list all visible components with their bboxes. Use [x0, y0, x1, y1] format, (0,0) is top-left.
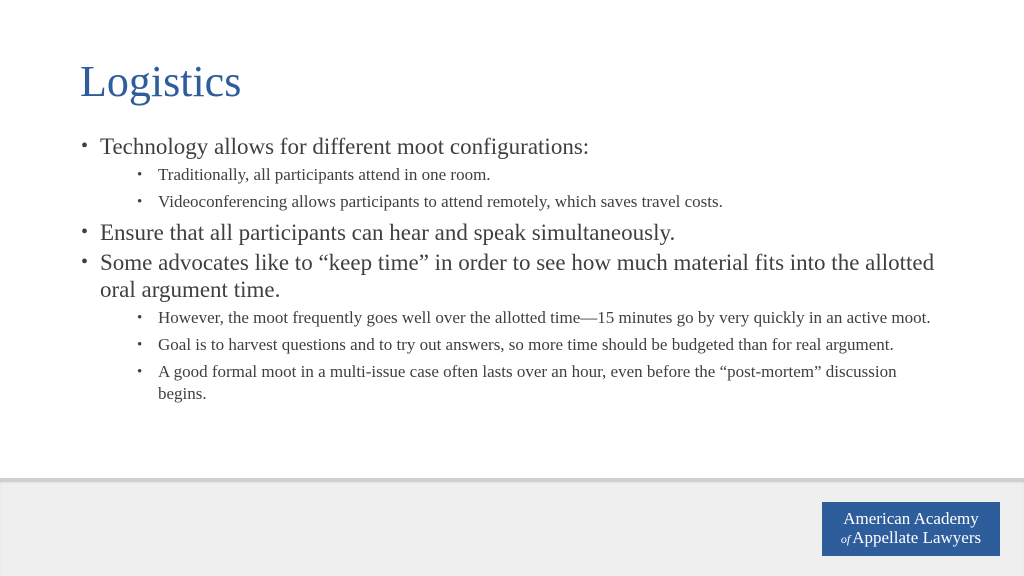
academy-logo — [822, 502, 1000, 556]
sub-bullet-item: • However, the moot frequently goes well over the allotted time—15 minutes go by very quickly in an active moot. — [120, 307, 948, 329]
logo-line-1: American Academy — [843, 509, 979, 528]
slide-title: Logistics — [80, 57, 242, 106]
bullet-item — [80, 249, 940, 405]
logo-line-2-text: Appellate Lawyers — [852, 528, 982, 547]
sub-bullet-list — [100, 164, 940, 213]
sub-bullet-item: • Goal is to harvest questions and to try out answers, so more time should be budgeted than for real argument. — [120, 334, 948, 356]
sub-bullet-list — [100, 307, 940, 405]
bullet-list — [80, 133, 940, 405]
bullet-text: Some advocates like to “keep time” in order to see how much material fits into the allotted oral argument time. — [100, 250, 935, 302]
bullet-item — [80, 219, 940, 246]
sub-bullet-item: • Videoconferencing allows participants to attend remotely, which saves travel costs. — [120, 191, 948, 213]
logo-of: of — [840, 532, 851, 546]
slide-content — [80, 130, 940, 411]
logo-line-2 — [822, 528, 1000, 549]
bullet-text: Technology allows for different moot configurations: — [100, 134, 590, 159]
sub-bullet-item: • Traditionally, all participants attend in one room. — [120, 164, 948, 186]
bullet-text: Ensure that all participants can hear and speak simultaneously. — [100, 220, 676, 245]
bullet-item — [80, 133, 940, 213]
sub-bullet-item: • A good formal moot in a multi-issue case often lasts over an hour, even before the “post-mortem” discussion begins. — [120, 361, 948, 405]
